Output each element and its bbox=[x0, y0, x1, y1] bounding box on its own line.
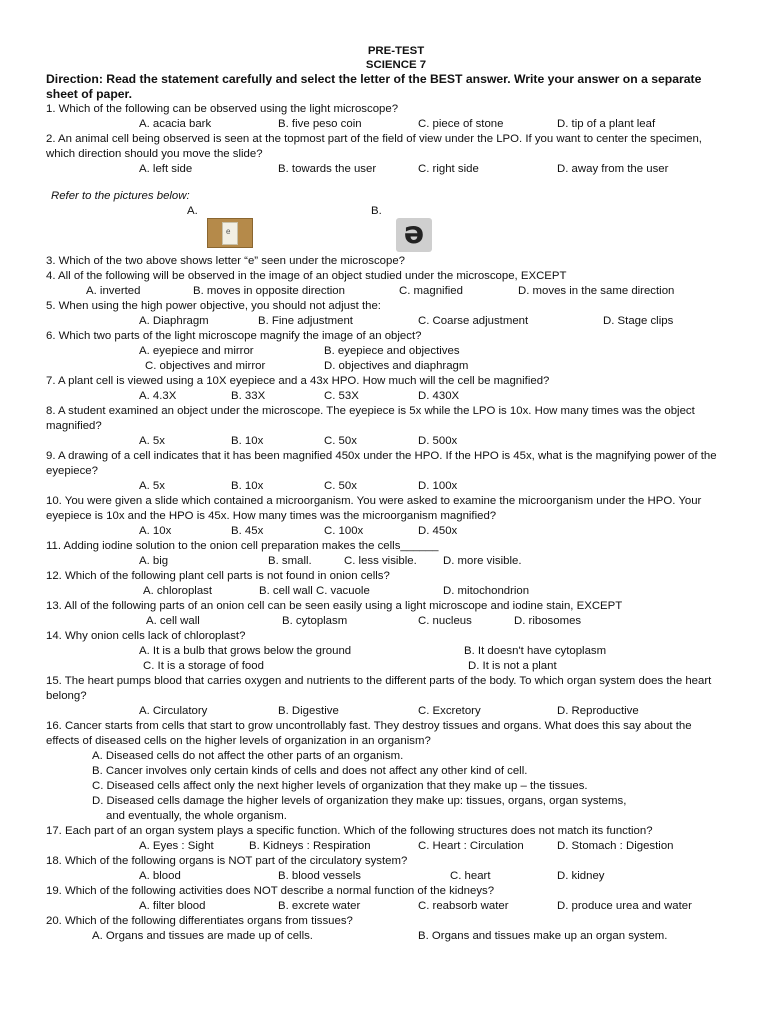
question-4-options bbox=[46, 284, 726, 299]
option-c: C. Diseased cells affect only the next higher levels of organization that they make up – the tissues. bbox=[92, 780, 588, 792]
option-a: A. eyepiece and mirror bbox=[139, 345, 254, 357]
option-b: B. Cancer involves only certain kinds of cells and does not affect any other kind of cell. bbox=[92, 765, 528, 777]
question-13: 13. All of the following parts of an onion cell can be seen easily using a light microscope and iodine stain, EXCEPT bbox=[46, 600, 623, 612]
question-15-options bbox=[46, 704, 726, 719]
question-10-options bbox=[46, 524, 726, 539]
question-5-options bbox=[46, 314, 726, 329]
question-1-options bbox=[46, 117, 726, 132]
question-5: 5. When using the high power objective, you should not adjust the: bbox=[46, 300, 381, 312]
option-d: D. produce urea and water bbox=[557, 900, 692, 912]
question-19-options bbox=[46, 899, 726, 914]
option-c: C. magnified bbox=[399, 285, 463, 297]
option-d: D. moves in the same direction bbox=[518, 285, 675, 297]
question-7-options bbox=[46, 389, 726, 404]
option-b: B. 10x bbox=[231, 435, 264, 447]
question-1: 1. Which of the following can be observed using the light microscope? bbox=[46, 103, 399, 115]
option-b: B. eyepiece and objectives bbox=[324, 345, 460, 357]
question-20-options bbox=[46, 929, 726, 944]
option-a: A. Diseased cells do not affect the other parts of an organism. bbox=[92, 750, 404, 762]
option-a: A. left side bbox=[139, 163, 193, 175]
option-a: A. It is a bulb that grows below the ground bbox=[139, 645, 352, 657]
question-8-options bbox=[46, 434, 726, 449]
question-10: 10. You were given a slide which contained a microorganism. You were asked to examine the microorganism under the HPO. Your eyepiece is 10x and the HPO is 45x. How many times was the microorganism magnified? bbox=[46, 495, 702, 522]
option-a: A. Eyes : Sight bbox=[139, 840, 214, 852]
question-2-options bbox=[46, 162, 726, 177]
option-d: D. 450x bbox=[418, 525, 458, 537]
option-a: A. blood bbox=[139, 870, 181, 882]
question-2: 2. An animal cell being observed is seen at the topmost part of the field of view under the LPO. If you want to center the specimen, which direction should you move the slide? bbox=[46, 133, 702, 160]
option-b: B. Organs and tissues make up an organ system. bbox=[418, 930, 668, 942]
question-17-options bbox=[46, 839, 726, 854]
option-d: D. kidney bbox=[557, 870, 605, 882]
option-d: D. objectives and diaphragm bbox=[324, 360, 469, 372]
page-title: PRE-TEST bbox=[367, 45, 425, 57]
question-6-options-row-1 bbox=[46, 344, 726, 359]
option-b: B. blood vessels bbox=[278, 870, 361, 882]
picture-b-label: B. bbox=[371, 205, 382, 217]
option-b: B. 33X bbox=[231, 390, 266, 402]
question-7: 7. A plant cell is viewed using a 10X eyepiece and a 43x HPO. How much will the cell be magnified? bbox=[46, 375, 550, 387]
page-subtitle: SCIENCE 7 bbox=[365, 59, 427, 71]
question-8: 8. A student examined an object under the microscope. The eyepiece is 5x while the LPO is 10x. How many times was the object magnified? bbox=[46, 405, 695, 432]
option-c: C. Excretory bbox=[418, 705, 481, 717]
option-b: B. five peso coin bbox=[278, 118, 362, 130]
option-d: D. more visible. bbox=[443, 555, 522, 567]
option-d: D. Stage clips bbox=[603, 315, 674, 327]
question-19: 19. Which of the following activities does NOT describe a normal function of the kidneys? bbox=[46, 885, 495, 897]
option-a: A. 4.3X bbox=[139, 390, 177, 402]
option-a: A. Circulatory bbox=[139, 705, 208, 717]
option-d: D. Reproductive bbox=[557, 705, 639, 717]
option-c: C. Heart : Circulation bbox=[418, 840, 524, 852]
option-d: D. 430X bbox=[418, 390, 460, 402]
option-c: C. 100x bbox=[324, 525, 364, 537]
question-11: 11. Adding iodine solution to the onion cell preparation makes the cells______ bbox=[46, 540, 439, 552]
question-12: 12. Which of the following plant cell parts is not found in onion cells? bbox=[46, 570, 390, 582]
picture-a-slide-photo bbox=[207, 218, 253, 248]
option-a: A. Organs and tissues are made up of cells. bbox=[92, 930, 313, 942]
option-b: B. Fine adjustment bbox=[258, 315, 353, 327]
question-18: 18. Which of the following organs is NOT part of the circulatory system? bbox=[46, 855, 408, 867]
option-c: C. less visible. bbox=[344, 555, 417, 567]
option-c: C. heart bbox=[450, 870, 491, 882]
option-d: D. ribosomes bbox=[514, 615, 582, 627]
refer-to-pictures: Refer to the pictures below: bbox=[51, 190, 190, 202]
question-12-options bbox=[46, 584, 726, 599]
option-c: C. 50x bbox=[324, 435, 357, 447]
option-d: D. It is not a plant bbox=[468, 660, 557, 672]
option-b-c: B. cell wall C. vacuole bbox=[259, 585, 370, 597]
option-b: B. small. bbox=[268, 555, 312, 567]
option-a: A. acacia bark bbox=[139, 118, 212, 130]
option-c: C. piece of stone bbox=[418, 118, 504, 130]
question-9-options bbox=[46, 479, 726, 494]
option-d-continued: and eventually, the whole organism. bbox=[106, 810, 287, 822]
option-c: C. It is a storage of food bbox=[143, 660, 264, 672]
option-d: D. away from the user bbox=[557, 163, 669, 175]
option-c: C. Coarse adjustment bbox=[418, 315, 529, 327]
question-17: 17. Each part of an organ system plays a specific function. Which of the following structures does not match its function? bbox=[46, 825, 653, 837]
option-c: C. 50x bbox=[324, 480, 357, 492]
question-14-options-row-1 bbox=[46, 644, 726, 659]
option-a: A. big bbox=[139, 555, 169, 567]
question-6-options-row-2 bbox=[46, 359, 726, 374]
option-a: A. chloroplast bbox=[143, 585, 213, 597]
option-c: C. reabsorb water bbox=[418, 900, 509, 912]
picture-a-label: A. bbox=[187, 205, 198, 217]
option-b: B. 10x bbox=[231, 480, 264, 492]
question-6: 6. Which two parts of the light microscope magnify the image of an object? bbox=[46, 330, 422, 342]
option-b: B. cytoplasm bbox=[282, 615, 348, 627]
question-20: 20. Which of the following differentiates organs from tissues? bbox=[46, 915, 353, 927]
option-b: B. 45x bbox=[231, 525, 264, 537]
pictures-row bbox=[46, 204, 726, 254]
option-d: D. Diseased cells damage the higher levels of organization they make up: tissues, organs, organ systems, bbox=[92, 795, 627, 807]
option-d: D. tip of a plant leaf bbox=[557, 118, 656, 130]
option-d: D. 500x bbox=[418, 435, 458, 447]
option-b: B. moves in opposite direction bbox=[193, 285, 345, 297]
question-9: 9. A drawing of a cell indicates that it has been magnified 450x under the HPO. If the HPO is 45x, what is the magnifying power of the eyepiece? bbox=[46, 450, 717, 477]
option-a: A. filter blood bbox=[139, 900, 206, 912]
directions: Direction: Read the statement carefully and select the letter of the BEST answer. Write your answer on a separate sheet of paper. bbox=[46, 72, 702, 101]
option-a: A. 5x bbox=[139, 480, 165, 492]
option-d: D. Stomach : Digestion bbox=[557, 840, 674, 852]
glass-slide: e bbox=[222, 222, 238, 245]
option-b: B. Digestive bbox=[278, 705, 339, 717]
question-14-options-row-2 bbox=[46, 659, 726, 674]
question-15: 15. The heart pumps blood that carries oxygen and nutrients to the different parts of the body. To which organ system does the heart belong? bbox=[46, 675, 712, 702]
option-a: A. inverted bbox=[86, 285, 141, 297]
option-c: C. objectives and mirror bbox=[145, 360, 266, 372]
option-c: C. nucleus bbox=[418, 615, 472, 627]
question-13-options bbox=[46, 614, 726, 629]
option-c: C. 53X bbox=[324, 390, 359, 402]
question-11-options bbox=[46, 554, 726, 569]
option-a: A. 5x bbox=[139, 435, 165, 447]
question-3: 3. Which of the two above shows letter “e” seen under the microscope? bbox=[46, 255, 405, 267]
option-b: B. excrete water bbox=[278, 900, 361, 912]
option-b: B. towards the user bbox=[278, 163, 377, 175]
option-c: C. right side bbox=[418, 163, 479, 175]
option-a: A. cell wall bbox=[146, 615, 200, 627]
question-4: 4. All of the following will be observed in the image of an object studied under the microscope, EXCEPT bbox=[46, 270, 567, 282]
option-b: B. It doesn't have cytoplasm bbox=[464, 645, 607, 657]
option-a: A. 10x bbox=[139, 525, 172, 537]
option-d: D. 100x bbox=[418, 480, 458, 492]
question-18-options bbox=[46, 869, 726, 884]
test-page bbox=[46, 44, 726, 944]
option-b: B. Kidneys : Respiration bbox=[249, 840, 371, 852]
option-d: D. mitochondrion bbox=[443, 585, 530, 597]
question-14: 14. Why onion cells lack of chloroplast? bbox=[46, 630, 246, 642]
picture-b-microscope-view: ə bbox=[396, 218, 432, 252]
question-16: 16. Cancer starts from cells that start to grow uncontrollably fast. They destroy tissues and organs. What does this say about the effects of diseased cells on the higher levels of organization in an organism? bbox=[46, 720, 692, 747]
option-a: A. Diaphragm bbox=[139, 315, 209, 327]
